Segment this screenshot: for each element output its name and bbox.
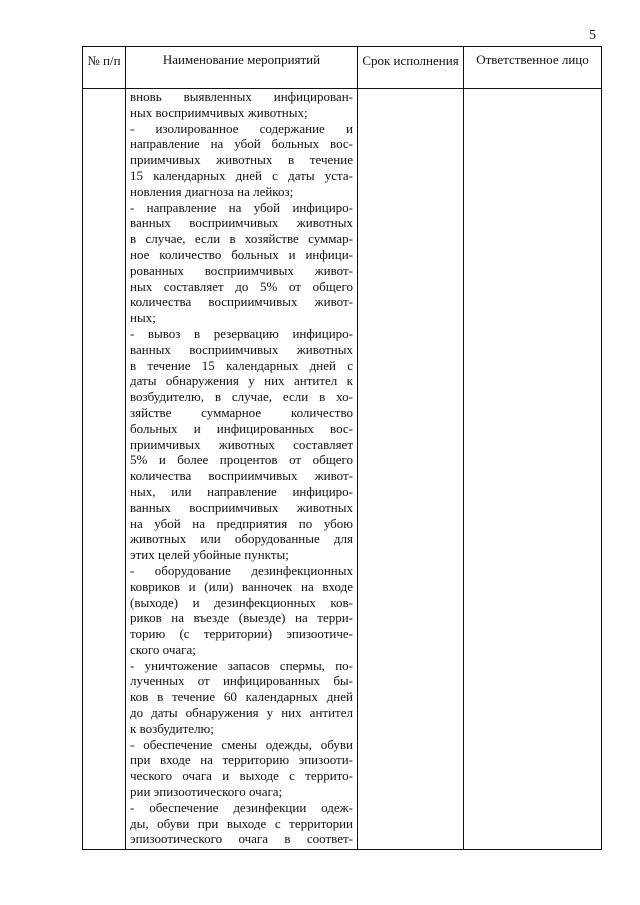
header-name-label: Наименование мероприятий [162,52,321,67]
measures-text-line: ванных восприимчивых животных [130,341,353,357]
measures-text-line: - обеспечение смены одежды, обуви [130,736,353,752]
measures-text-line: возбудителю, в случае, если в хо- [130,389,353,405]
measures-text [126,89,357,847]
measures-text-line: этих целей убойные пункты; [130,547,289,563]
measures-text-line: рии эпизоотического очага; [130,784,283,800]
measures-text-line: зяйстве суммарное количество [130,404,353,420]
measures-text-line: к возбудителю; [130,720,214,736]
measures-text-line: ных составляет до 5% от общего [130,278,353,294]
measures-text-line: в случае, если в хозяйстве суммар- [130,231,353,247]
measures-text-line: больных и инфицированных вос- [130,420,353,436]
header-num [83,47,126,89]
cell-responsible [464,89,602,850]
measures-text-line: - обеспечение дезинфекции одеж- [130,799,353,815]
measures-text-line: лученных от инфицированных бы- [130,673,353,689]
header-name [126,47,358,89]
measures-table [82,46,602,850]
measures-text-line: ского очага; [130,641,196,657]
measures-text-line: - изолированное содержание и [130,120,353,136]
header-num-label: № п/п [87,53,121,68]
measures-text-line: до даты обнаружения у них антител [130,705,353,721]
measures-text-line: вновь выявленных инфицирован- [130,89,353,104]
measures-text-line: в течение 15 календарных дней с [130,357,353,373]
measures-text-line: даты обнаружения у них антител к [130,373,353,389]
measures-text-line: ных, или направление инфициро- [130,483,353,499]
measures-text-line: ков в течение 60 календарных дней [130,689,353,705]
cell-name [126,89,358,850]
measures-text-line: торию (с территории) эпизоотиче- [130,626,353,642]
measures-text-line: ванных восприимчивых животных [130,499,353,515]
measures-text-line: - оборудование дезинфекционных [130,562,353,578]
header-term-label: Срок исполнения [362,53,459,68]
measures-text-line: животных или оборудованные для [130,531,353,547]
measures-text-line: на убой на предприятия по убою [130,515,353,531]
measures-text-line: ванных восприимчивых животных [130,215,353,231]
header-responsible [464,47,602,89]
page-number: 5 [589,28,596,43]
measures-text-line: - уничтожение запасов спермы, по- [130,657,353,673]
measures-text-line: ковриков и (или) ванночек на входе [130,578,353,594]
measures-text-line: эпизоотического очага в соответ- [130,831,353,847]
measures-text-line: при входе на территорию эпизооти- [130,752,353,768]
measures-text-line: (выходе) и дезинфекционных ков- [130,594,353,610]
measures-text-line: ное количество больных и инфици- [130,246,353,262]
measures-text-line: ческого очага и выходе с террито- [130,768,353,784]
table-row [83,89,602,850]
measures-text-line: приимчивых животных в течение [130,152,353,168]
header-term [358,47,464,89]
measures-text-line: количества восприимчивых живот- [130,294,353,310]
measures-text-line: количества восприимчивых живот- [130,468,353,484]
measures-text-line: ды, обуви при выходе с территории [130,815,353,831]
cell-term [358,89,464,850]
measures-text-line: 15 календарных дней с даты уста- [130,167,353,183]
header-responsible-label: Ответственное лицо [476,52,589,67]
table-header-row [83,47,602,89]
measures-text-line: ных; [130,310,156,326]
measures-text-line: рованных восприимчивых живот- [130,262,353,278]
measures-text-line: 5% и более процентов от общего [130,452,353,468]
measures-text-line: риков на въезде (выезде) на терри- [130,610,353,626]
measures-text-line: ных восприимчивых животных; [130,104,308,120]
measures-text-line: направление на убой больных вос- [130,136,353,152]
measures-text-line: новления диагноза на лейкоз; [130,183,294,199]
measures-text-line: приимчивых животных составляет [130,436,353,452]
cell-num [83,89,126,850]
measures-text-line: - направление на убой инфициро- [130,199,353,215]
measures-text-line: - вывоз в резервацию инфициро- [130,325,353,341]
